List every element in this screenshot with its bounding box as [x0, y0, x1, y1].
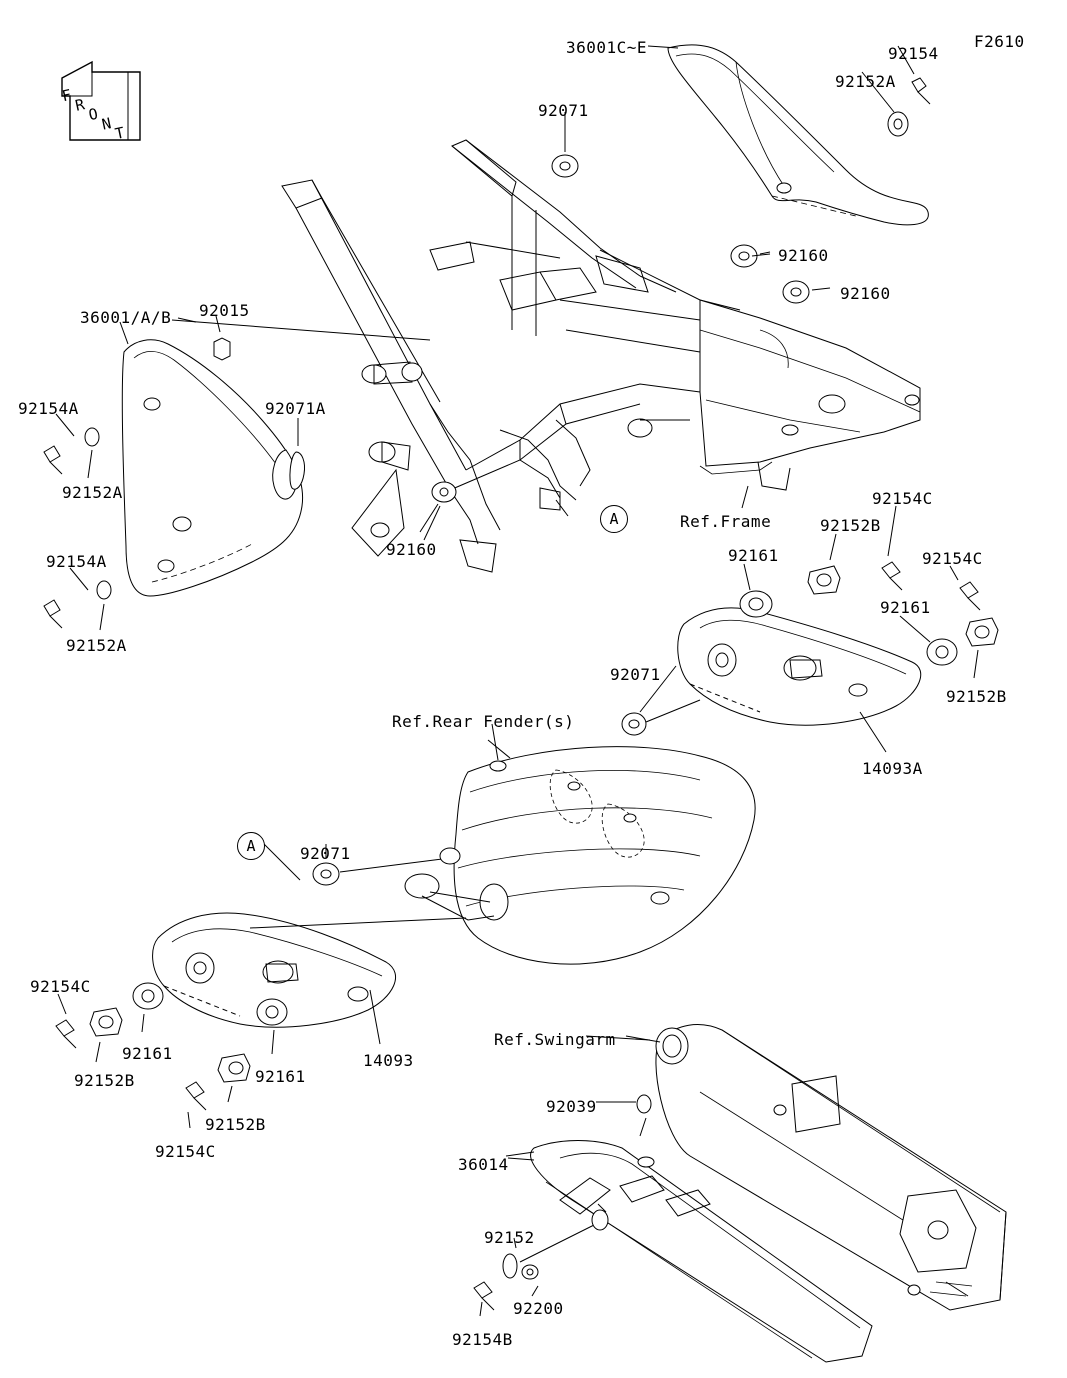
callout-92152A-lower: 92152A	[66, 636, 127, 655]
callout-92071A: 92071A	[265, 399, 326, 418]
callout-92160-a: 92160	[778, 246, 829, 265]
callout-92200: 92200	[513, 1299, 564, 1318]
callout-92039: 92039	[546, 1097, 597, 1116]
callout-92161-b: 92161	[880, 598, 931, 617]
side-cover-left-part	[122, 340, 302, 596]
callout-92154C-d: 92154C	[155, 1142, 216, 1161]
callout-92161-d: 92161	[255, 1067, 306, 1086]
callout-92160-c: 92160	[386, 540, 437, 559]
callout-92154C-b: 92154C	[922, 549, 983, 568]
callout-92161-c: 92161	[122, 1044, 173, 1063]
front-letter-t: T	[113, 123, 126, 144]
callout-92154C-c: 92154C	[30, 977, 91, 996]
callout-92071-lower: 92071	[300, 844, 351, 863]
callout-92152B-a: 92152B	[820, 516, 881, 535]
callout-14093A: 14093A	[862, 759, 923, 778]
cover-14093	[153, 913, 466, 1044]
callout-92161-a: 92161	[728, 546, 779, 565]
callout-92154A-upper: 92154A	[18, 399, 79, 418]
ref-circle-a-lower: A	[237, 832, 265, 860]
callout-92154C-a: 92154C	[872, 489, 933, 508]
rear-fender-part	[454, 740, 755, 964]
cover-14093A	[678, 608, 921, 725]
callout-92015: 92015	[199, 301, 250, 320]
callout-ref-frame: Ref.Frame	[680, 512, 772, 531]
callout-ref-rear-fender: Ref.Rear Fender(s)	[392, 712, 575, 731]
callout-36014: 36014	[458, 1155, 509, 1174]
callout-36001-A-B: 36001/A/B	[80, 308, 172, 327]
callout-92154B: 92154B	[452, 1330, 513, 1349]
ref-circle-a-upper: A	[600, 505, 628, 533]
callout-92152: 92152	[484, 1228, 535, 1247]
front-letter-r: R	[73, 95, 87, 115]
front-letter-f: F	[60, 85, 73, 106]
callout-92152A-top: 92152A	[835, 72, 896, 91]
callout-36001C-E: 36001C~E	[566, 38, 648, 57]
front-letter-o: O	[86, 104, 100, 125]
front-label-text	[61, 79, 129, 144]
callout-92160-b: 92160	[840, 284, 891, 303]
callout-92154: 92154	[888, 44, 939, 63]
callout-92152B-d: 92152B	[205, 1115, 266, 1134]
front-letter-n: N	[100, 114, 113, 134]
callout-92152B-c: 92152B	[74, 1071, 135, 1090]
callout-14093: 14093	[363, 1051, 414, 1070]
diagram-id: F2610	[974, 32, 1025, 51]
callout-92071-mid: 92071	[610, 665, 661, 684]
callout-ref-swingarm: Ref.Swingarm	[494, 1030, 616, 1049]
callout-92071-top: 92071	[538, 101, 589, 120]
callout-92152B-b: 92152B	[946, 687, 1007, 706]
callout-92152A-upper: 92152A	[62, 483, 123, 502]
callout-92154A-lower: 92154A	[46, 552, 107, 571]
